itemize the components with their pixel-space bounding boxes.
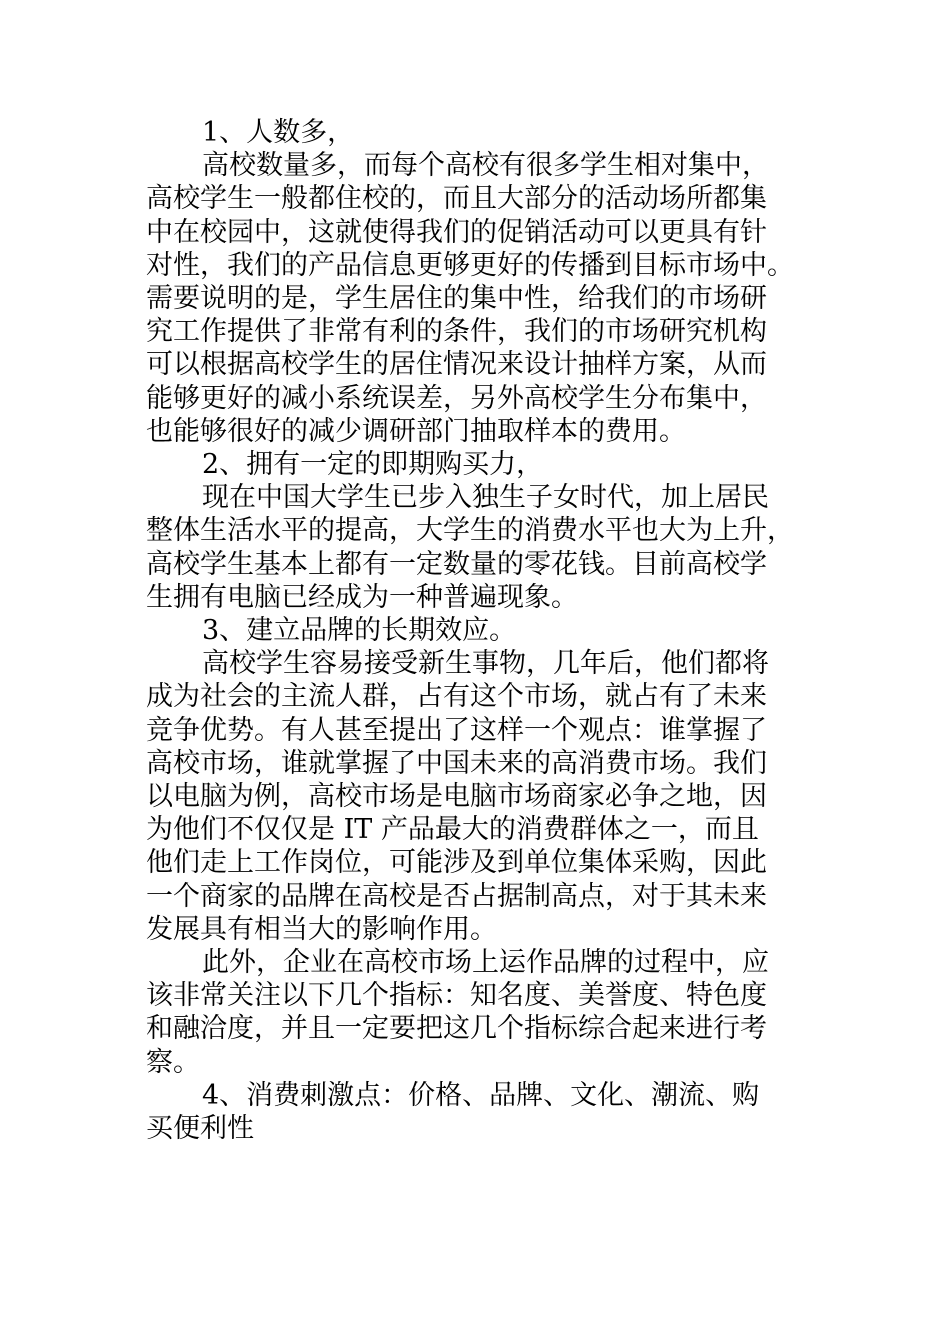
text-line: 成为社会的主流人群，占有这个市场，就占有了未来 (146, 681, 767, 713)
paragraph-4 (146, 946, 826, 1079)
text-line: 4、消费刺激点：价格、品牌、文化、潮流、购 (202, 1079, 760, 1111)
text-line: 买便利性 (146, 1113, 254, 1145)
text-line: 一个商家的品牌在高校是否占据制高点，对于其未来 (146, 880, 767, 912)
text-line: 中在校园中，这就使得我们的促销活动可以更具有针 (146, 216, 767, 248)
text-line: 为他们不仅仅是 IT 产品最大的消费群体之一，而且 (146, 814, 759, 846)
text-line: 此外，企业在高校市场上运作品牌的过程中，应 (202, 947, 769, 979)
heading-4 (146, 1079, 826, 1145)
text-line: 1、人数多， (202, 117, 355, 148)
text-line: 整体生活水平的提高，大学生的消费水平也大为上升， (146, 515, 794, 547)
paragraph-1 (146, 149, 826, 448)
text-line: 竞争优势。有人甚至提出了这样一个观点：谁掌握了 (146, 714, 767, 746)
heading-1 (146, 116, 826, 149)
text-line: 能够更好的减小系统误差，另外高校学生分布集中， (146, 382, 767, 414)
text-line: 和融洽度，并且一定要把这几个指标综合起来进行考 (146, 1013, 767, 1045)
text-line: 对性，我们的产品信息更够更好的传播到目标市场中。 (146, 249, 794, 281)
text-line: 高校学生基本上都有一定数量的零花钱。目前高校学 (146, 548, 767, 580)
heading-3 (146, 614, 826, 647)
text-line: 生拥有电脑已经成为一种普遍现象。 (146, 581, 578, 613)
text-line: 3、建立品牌的长期效应。 (202, 615, 517, 647)
text-line: 他们走上工作岗位，可能涉及到单位集体采购，因此 (146, 847, 767, 879)
heading-2 (146, 448, 826, 481)
text-line: 也能够很好的减少调研部门抽取样本的费用。 (146, 415, 686, 447)
text-line: 高校学生一般都住校的，而且大部分的活动场所都集 (146, 183, 767, 215)
paragraph-3 (146, 647, 826, 946)
text-line: 可以根据高校学生的居住情况来设计抽样方案，从而 (146, 349, 767, 381)
text-line: 高校学生容易接受新生事物，几年后，他们都将 (202, 648, 769, 680)
text-line: 该非常关注以下几个指标：知名度、美誉度、特色度 (146, 980, 767, 1012)
text-line: 高校市场，谁就掌握了中国未来的高消费市场。我们 (146, 747, 767, 779)
text-line: 需要说明的是，学生居住的集中性，给我们的市场研 (146, 283, 767, 315)
text-line: 以电脑为例，高校市场是电脑市场商家必争之地，因 (146, 781, 767, 813)
text-line: 究工作提供了非常有利的条件，我们的市场研究机构 (146, 316, 767, 348)
text-line: 2、拥有一定的即期购买力， (202, 449, 544, 481)
text-line: 高校数量多，而每个高校有很多学生相对集中， (202, 150, 769, 182)
text-line: 发展具有相当大的影响作用。 (146, 913, 497, 945)
document-body (146, 116, 826, 1145)
paragraph-2 (146, 481, 826, 614)
text-line: 现在中国大学生已步入独生子女时代，加上居民 (202, 482, 769, 514)
text-line: 察。 (146, 1046, 200, 1078)
